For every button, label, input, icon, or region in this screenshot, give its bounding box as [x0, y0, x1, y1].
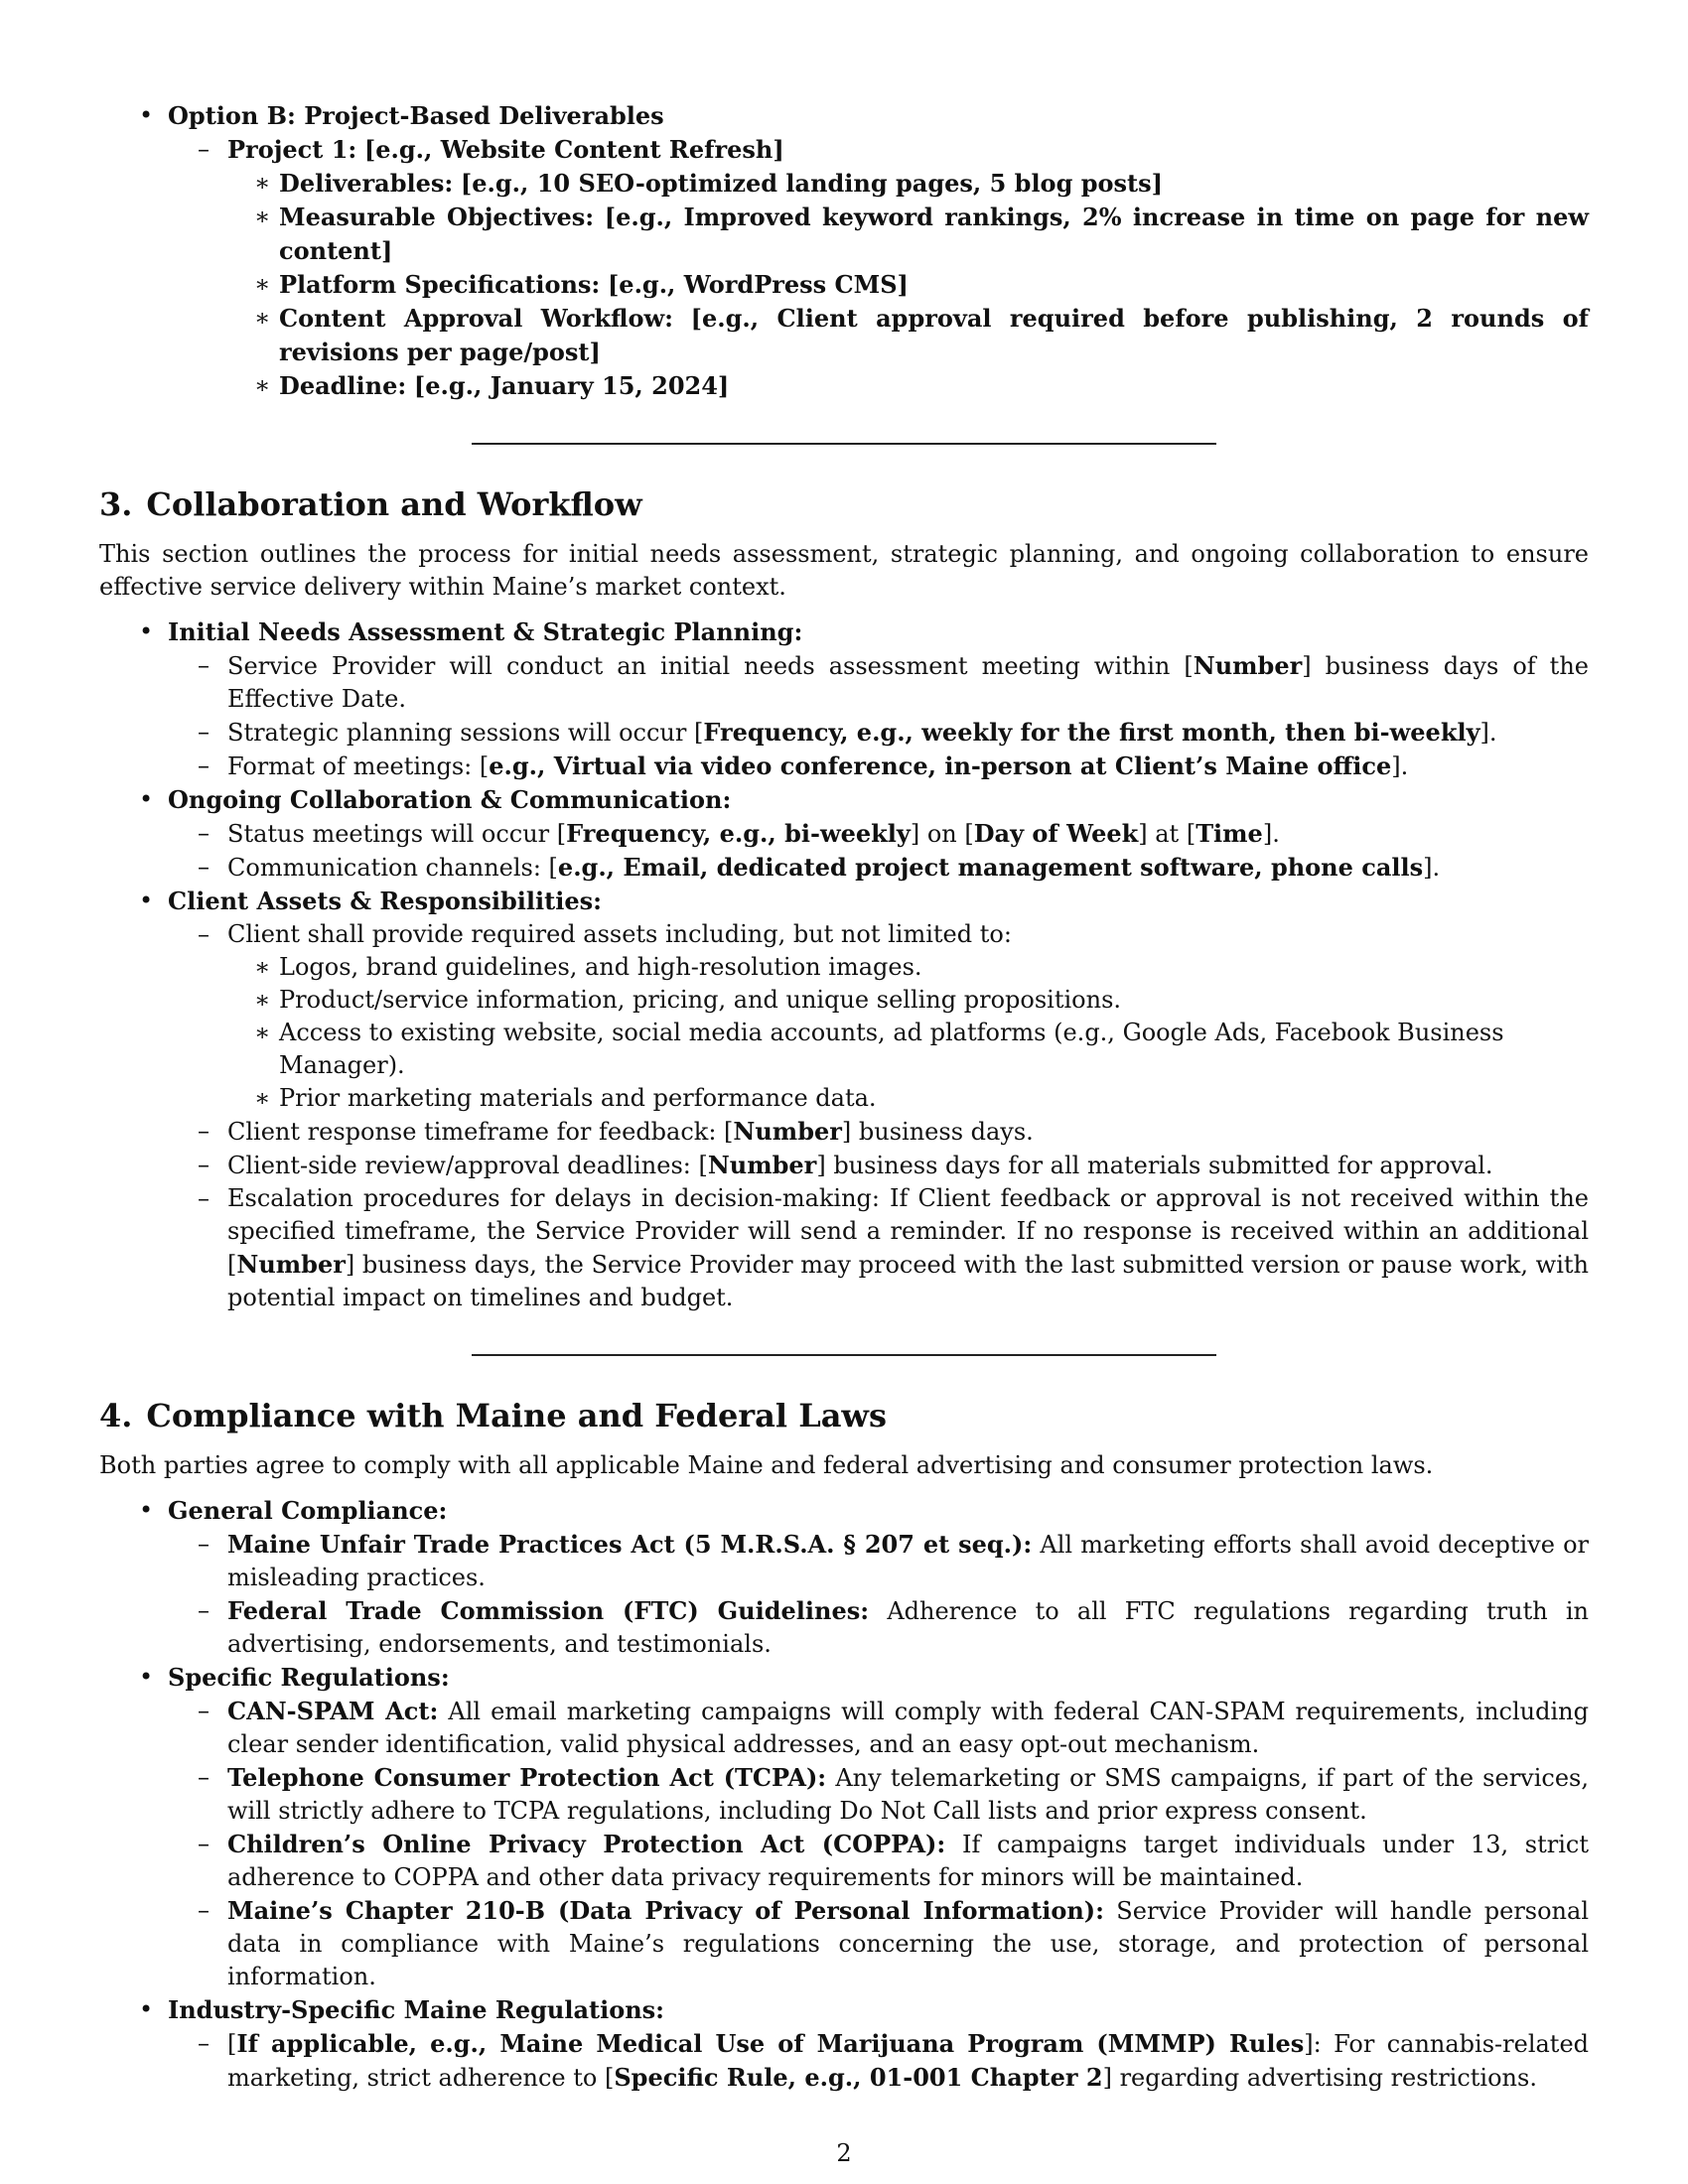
list-item: – CAN-SPAM Act: All email marketing campaigns will comply with federal CAN-SPAM requirements, including clear sender identification, valid physical addresses, and an easy opt-out mechanism. [168, 1695, 1589, 1761]
section-4-heading: 4. Compliance with Maine and Federal Laws [99, 1397, 887, 1434]
list-item: – Federal Trade Commission (FTC) Guidelines: Adherence to all FTC regulations regarding truth in advertising, endorsements, and testimonials. [168, 1594, 1589, 1661]
section-3-list [99, 615, 1589, 1314]
general-compliance-item: • General Compliance: – Maine Unfair Trade Practices Act (5 M.R.S.A. § 207 et seq.): All marketing efforts shall avoid deceptive or misleading practices. – Federal Trade Commission (FTC) Guidelines: Adherence to all FTC regulations regarding truth in advertising, endorsements, and testimonials. [99, 1494, 1589, 1661]
list-item: – Service Provider will conduct an initial needs assessment meeting within [Number] business days of the Effective Date. [168, 649, 1589, 716]
list-item: ∗ Access to existing website, social media accounts, ad platforms (e.g., Google Ads, Facebook Business Manager). [227, 1017, 1589, 1082]
section-4-intro: Both parties agree to comply with all applicable Maine and federal advertising and consumer protection laws. [99, 1451, 1434, 1479]
project-label: Project 1: [227, 135, 357, 164]
list-item: ∗ Platform Specifications: [e.g., WordPress CMS] [227, 268, 1589, 302]
list-item: – Strategic planning sessions will occur [Frequency, e.g., weekly for the first month, then bi-weekly]. [168, 716, 1589, 750]
list-item: – [If applicable, e.g., Maine Medical Use of Marijuana Program (MMMP) Rules]: For cannabis-related marketing, strict adherence to [Specific Rule, e.g., 01-001 Chapter 2] regarding advertising restrictions. [168, 2027, 1589, 2095]
option-b-list [99, 99, 1589, 403]
list-item: – Status meetings will occur [Frequency, e.g., bi-weekly] on [Day of Week] at [Time]. [168, 817, 1589, 851]
option-b-title: Option B: Project-Based Deliverables [168, 101, 664, 130]
list-item: – Client shall provide required assets including, but not limited to: ∗ Logos, brand guidelines, and high-resolution images. ∗ Product/service information, pricing, and unique selling propositions. ∗ Access to existing website, social media accounts, ad platforms (e.g., Google Ads, Facebook Business Manager). ∗ Prior marketing materials and performance data. [168, 918, 1589, 1115]
list-item: ∗ Measurable Objectives: [e.g., Improved keyword rankings, 2% increase in time on page for new content] [227, 201, 1589, 268]
list-item: – Telephone Consumer Protection Act (TCPA): Any telemarketing or SMS campaigns, if part of the services, will strictly adhere to TCPA regulations, including Do Not Call lists and prior express consent. [168, 1761, 1589, 1828]
needs-assessment-item: • Initial Needs Assessment & Strategic Planning: – Service Provider will conduct an initial needs assessment meeting within [Number] business days of the Effective Date. – Strategic planning sessions will occur [Frequency, e.g., weekly for the first month, then bi-weekly]. – Format of meetings: [e.g., Virtual via video conference, in-person at Client’s Maine office]. [99, 615, 1589, 783]
page-number: 2 [836, 2139, 852, 2167]
list-item: ∗ Deadline: [e.g., January 15, 2024] [227, 369, 1589, 403]
list-item: – Maine’s Chapter 210-B (Data Privacy of Personal Information): Service Provider will handle personal data in compliance with Maine’s regulations concerning the use, storage, and protection of personal information. [168, 1894, 1589, 1993]
section-divider [472, 443, 1216, 445]
list-item: – Format of meetings: [e.g., Virtual via video conference, in-person at Client’s Maine office]. [168, 750, 1589, 783]
list-item: ∗ Product/service information, pricing, and unique selling propositions. [227, 984, 1589, 1017]
list-item: ∗ Content Approval Workflow: [e.g., Client approval required before publishing, 2 rounds of revisions per page/post] [227, 302, 1589, 369]
list-item: ∗ Prior marketing materials and performance data. [227, 1082, 1589, 1115]
project-item [168, 133, 1589, 403]
list-item: ∗ Logos, brand guidelines, and high-resolution images. [227, 951, 1589, 984]
section-3-heading: 3. Collaboration and Workflow [99, 485, 642, 523]
specific-regulations-item: • Specific Regulations: – CAN-SPAM Act: All email marketing campaigns will comply with federal CAN-SPAM requirements, including clear sender identification, valid physical addresses, and an easy opt-out mechanism. – Telephone Consumer Protection Act (TCPA): Any telemarketing or SMS campaigns, if part of the services, will strictly adhere to TCPA regulations, including Do Not Call lists and prior express consent. – Children’s Online Privacy Protection Act (COPPA): If campaigns target individuals under 13, strict adherence to COPPA and other data privacy requirements for minors will be maintained. – Maine’s Chapter 210-B (Data Privacy of Personal Information): Service Provider will handle personal data in compliance with Maine’s regulations concerning the use, storage, and protection of personal information. [99, 1661, 1589, 1993]
list-item: – Maine Unfair Trade Practices Act (5 M.R.S.A. § 207 et seq.): All marketing efforts shall avoid deceptive or misleading practices. [168, 1528, 1589, 1594]
project-value: [e.g., Website Content Refresh] [363, 135, 784, 164]
section-4-list [99, 1494, 1589, 2095]
list-item: ∗ Deliverables: [e.g., 10 SEO-optimized landing pages, 5 blog posts] [227, 167, 1589, 201]
list-item: – Client response timeframe for feedback: [Number] business days. [168, 1115, 1589, 1149]
list-item: – Escalation procedures for delays in decision-making: If Client feedback or approval is not received within the specified timeframe, the Service Provider will send a reminder. If no response is received within an additional [Number] business days, the Service Provider may proceed with the last submitted version or pause work, with potential impact on timelines and budget. [168, 1182, 1589, 1314]
ongoing-collaboration-item: • Ongoing Collaboration & Communication: – Status meetings will occur [Frequency, e.g., bi-weekly] on [Day of Week] at [Time]. – Communication channels: [e.g., Email, dedicated project management software, phone calls]. [99, 783, 1589, 885]
client-assets-item: • Client Assets & Responsibilities: – Client shall provide required assets including, but not limited to: ∗ Logos, brand guidelines, and high-resolution images. ∗ Product/service information, pricing, and unique selling propositions. ∗ Access to existing website, social media accounts, ad platforms (e.g., Google Ads, Facebook Business Manager). ∗ Prior marketing materials and performance data. – Client response timeframe for feedback: [Number] business days. – Client-side review/approval deadlines: [Number] business days for all materials submitted for approval. – Escalation procedures for delays in decision-making: If Client feedback or approval is not received within the specified timeframe, the Service Provider will send a reminder. If no response is received within an additional [Number] business days, the Service Provider may proceed with the last submitted version or pause work, with potential impact on timelines and budget. [99, 885, 1589, 1314]
list-item: – Communication channels: [e.g., Email, dedicated project management software, phone calls]. [168, 851, 1589, 885]
document-page [99, 99, 1589, 2095]
list-item: – Client-side review/approval deadlines: [Number] business days for all materials submitted for approval. [168, 1149, 1589, 1182]
section-3-intro: This section outlines the process for initial needs assessment, strategic planning, and ongoing collaboration to ensure effective service delivery within Maine’s market context. [99, 540, 1589, 601]
option-b-item [99, 99, 1589, 403]
list-item: – Children’s Online Privacy Protection Act (COPPA): If campaigns target individuals under 13, strict adherence to COPPA and other data privacy requirements for minors will be maintained. [168, 1828, 1589, 1894]
industry-regulations-item: • Industry-Specific Maine Regulations: – [If applicable, e.g., Maine Medical Use of Marijuana Program (MMMP) Rules]: For cannabis-related marketing, strict adherence to [Specific Rule, e.g., 01-001 Chapter 2] regarding advertising restrictions. [99, 1993, 1589, 2095]
section-divider [472, 1354, 1216, 1356]
